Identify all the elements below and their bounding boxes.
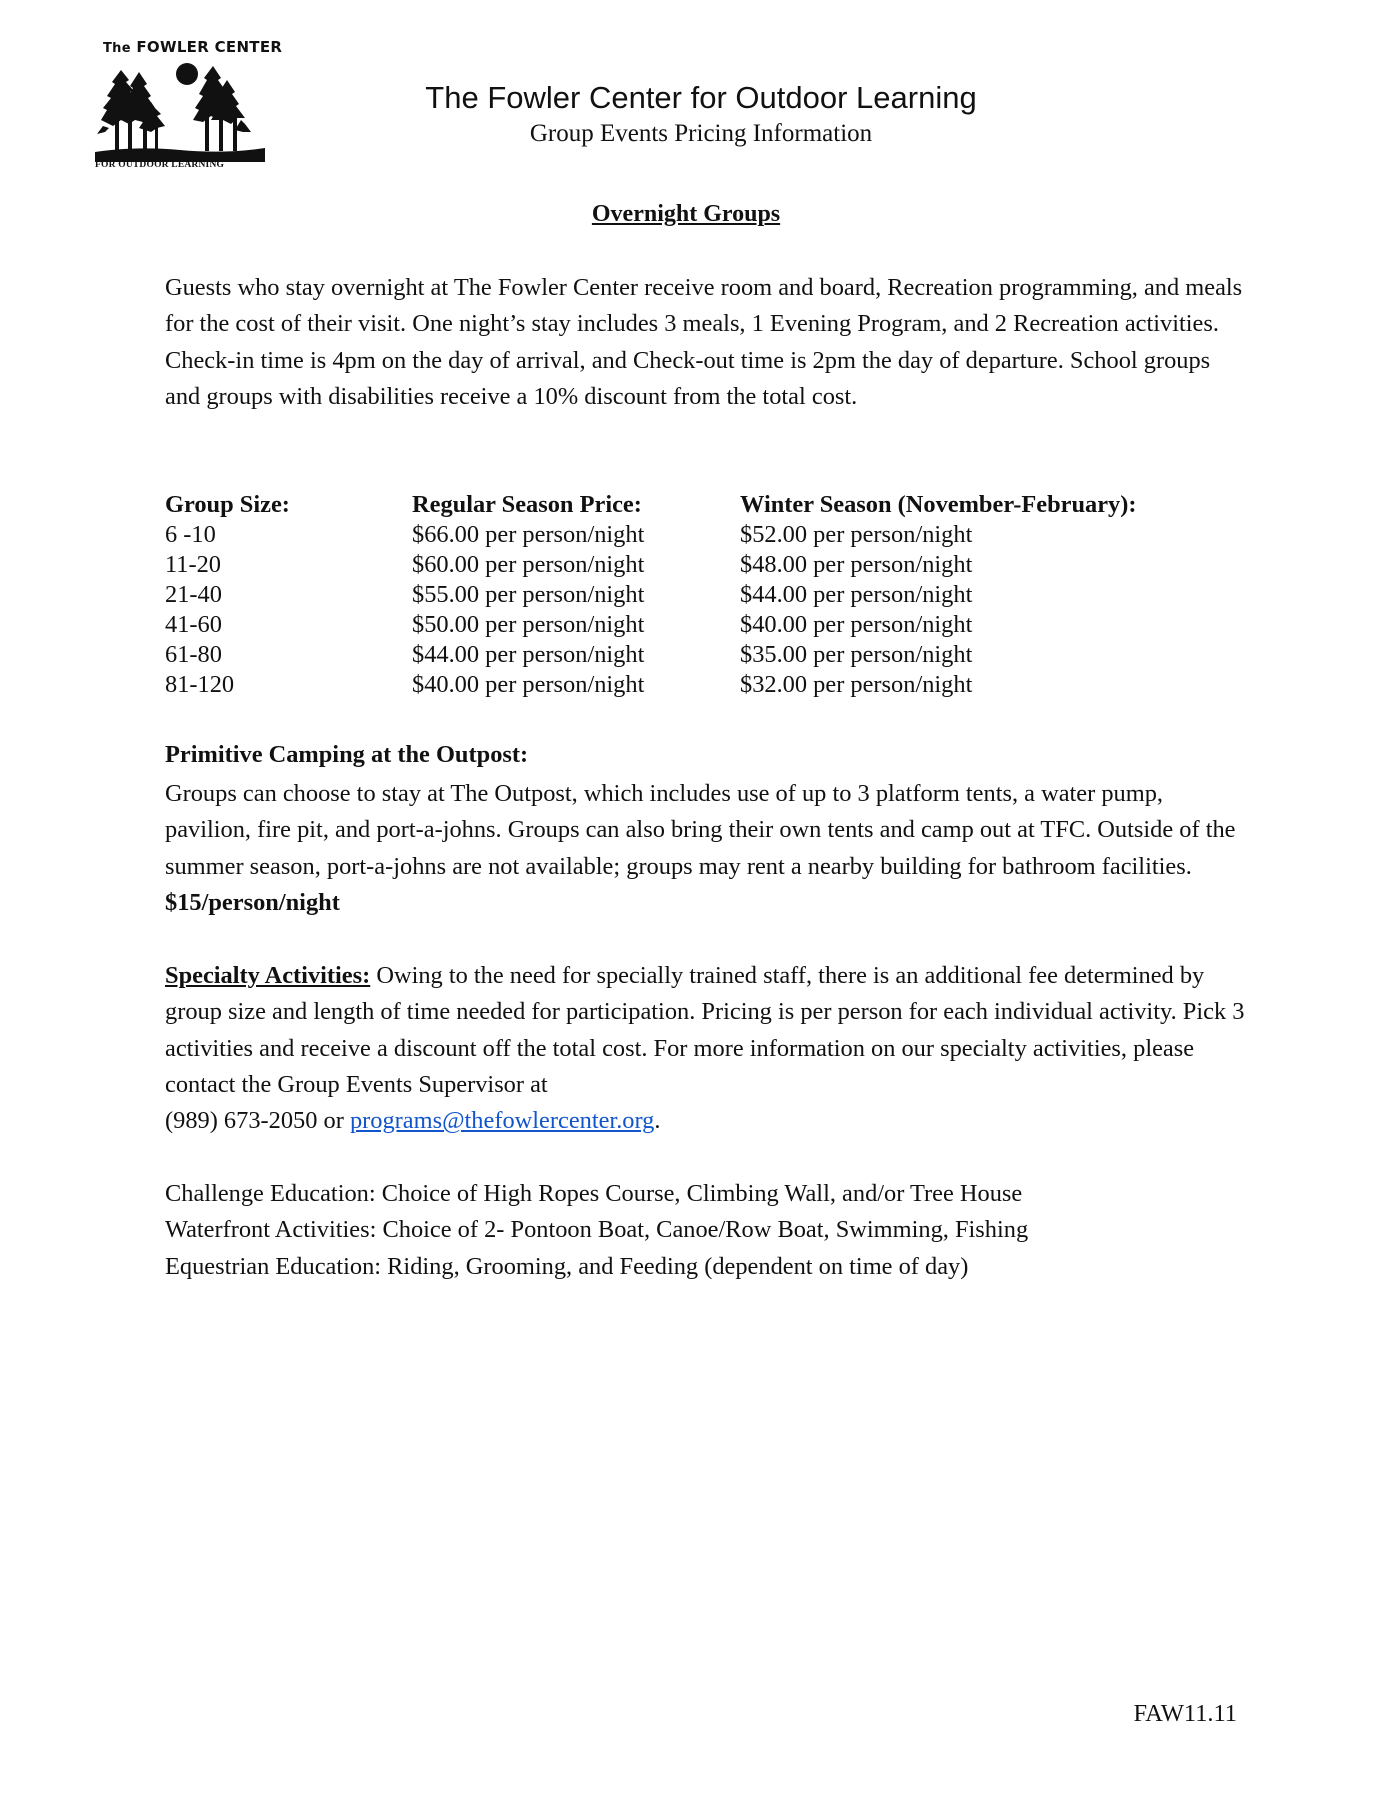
contact-phone: (989) 673-2050 or <box>165 1107 344 1135</box>
winter-price-cell: $35.00 per person/night <box>740 641 973 668</box>
winter-price-cell: $52.00 per person/night <box>740 521 973 548</box>
regular-price-cell: $55.00 per person/night <box>412 581 645 608</box>
table-row <box>165 520 1265 550</box>
primitive-camping-paragraph <box>165 776 1245 921</box>
winter-price-cell: $48.00 per person/night <box>740 551 973 578</box>
header-regular-price: Regular Season Price: <box>412 491 642 518</box>
camping-price: $15/person/night <box>165 888 340 916</box>
camping-body: Groups can choose to stay at The Outpost, which includes use of up to 3 platform tents, a water pump, pavilion, fire pit, and port-a-johns. Groups can also bring their own tents and camp out at TFC. Outside of the summer season, port-a-johns are not available; groups may rent a nearby building for bathroom facilities. <box>165 780 1236 880</box>
group-size-cell: 41-60 <box>165 611 222 638</box>
group-size-cell: 61-80 <box>165 641 222 668</box>
primitive-camping-heading: Primitive Camping at the Outpost: <box>165 741 529 768</box>
pricing-header-row <box>165 490 1265 520</box>
page-subtitle: Group Events Pricing Information <box>529 120 873 147</box>
page-title: The Fowler Center for Outdoor Learning <box>425 80 977 115</box>
activity-list <box>165 1176 1245 1285</box>
regular-price-cell: $60.00 per person/night <box>412 551 645 578</box>
list-item: Waterfront Activities: Choice of 2- Pontoon Boat, Canoe/Row Boat, Swimming, Fishing <box>165 1216 1029 1244</box>
table-row <box>165 640 1265 670</box>
overnight-groups-heading: Overnight Groups <box>591 201 781 227</box>
pricing-table <box>165 490 1265 700</box>
group-size-cell: 21-40 <box>165 581 222 608</box>
logo-top-text: The FOWLER CENTER <box>103 38 283 56</box>
logo-bottom-text: FOR OUTDOOR LEARNING <box>95 160 225 170</box>
table-row <box>165 580 1265 610</box>
winter-price-cell: $44.00 per person/night <box>740 581 973 608</box>
group-size-cell: 11-20 <box>165 551 221 578</box>
overnight-intro-paragraph: Guests who stay overnight at The Fowler Center receive room and board, Recreation programming, and meals for the cost of their visit. One night’s stay includes 3 meals, 1 Evening Program, and 2 Recreation activities. Check-in time is 4pm on the day of arrival, and Check-out time is 2pm the day of departure. School groups and groups with disabilities receive a 10% discount from the total cost. <box>165 274 1243 410</box>
group-size-cell: 81-120 <box>165 671 235 698</box>
regular-price-cell: $44.00 per person/night <box>412 641 645 668</box>
table-row <box>165 610 1265 640</box>
regular-price-cell: $66.00 per person/night <box>412 521 645 548</box>
regular-price-cell: $40.00 per person/night <box>412 671 645 698</box>
specialty-body: Owing to the need for specially trained staff, there is an additional fee determined by group size and length of time needed for participation. Pricing is per person for each individual activity. Pick 3 activities and receive a discount off the total cost. For more information on our specialty activities, please contact the Group Events Supervisor at <box>165 962 1245 1098</box>
document-code: FAW11.11 <box>1133 1700 1237 1727</box>
header-group-size: Group Size: <box>165 491 290 518</box>
specialty-end: . <box>654 1107 661 1135</box>
group-size-cell: 6 -10 <box>165 521 216 548</box>
table-row <box>165 670 1265 700</box>
list-item: Equestrian Education: Riding, Grooming, and Feeding (dependent on time of day) <box>165 1252 969 1280</box>
specialty-activities-heading: Specialty Activities: <box>165 962 371 989</box>
regular-price-cell: $50.00 per person/night <box>412 611 645 638</box>
list-item: Challenge Education: Choice of High Ropes Course, Climbing Wall, and/or Tree House <box>165 1180 1023 1207</box>
contact-email-link[interactable]: programs@thefowlercenter.org <box>349 1107 655 1135</box>
header-winter-price: Winter Season (November-February): <box>740 491 1137 518</box>
specialty-activities-paragraph <box>165 958 1245 1139</box>
winter-price-cell: $32.00 per person/night <box>740 671 973 698</box>
winter-price-cell: $40.00 per person/night <box>740 611 973 638</box>
table-row <box>165 550 1265 580</box>
